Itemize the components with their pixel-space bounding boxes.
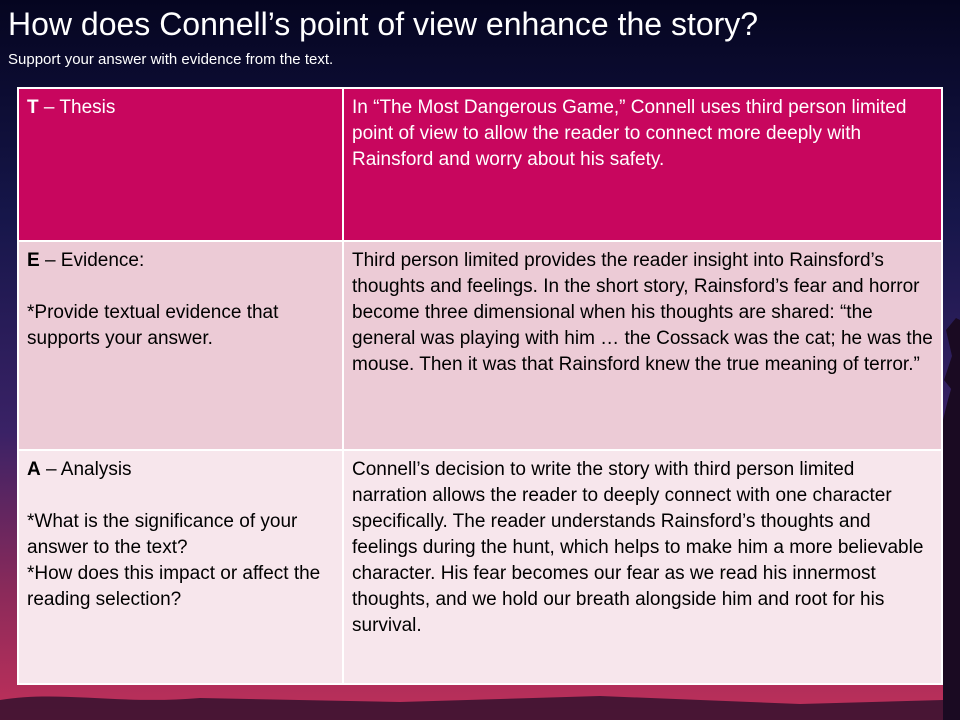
thesis-content: In “The Most Dangerous Game,” Connell uses third person limited point of view to allow the reader to connect more deeply with Rainsford and worry about his safety. xyxy=(352,97,907,170)
analysis-content: Connell’s decision to write the story with third person limited narration allows the reader to deeply connect with one character specifically. The reader understands Rainsford’s thoughts and feelings during the hunt, which helps to make him a more believable character. His fear becomes our fear as we read his innermost thoughts, and we hold our breath alongside him and root for his survival. xyxy=(352,459,924,636)
evidence-label-cell xyxy=(18,241,343,450)
analysis-label: – Analysis xyxy=(40,459,132,480)
thesis-label-cell xyxy=(18,88,343,241)
analysis-content-cell xyxy=(343,450,942,684)
analysis-label-cell xyxy=(18,450,343,684)
evidence-content-cell xyxy=(343,241,942,450)
evidence-label: – Evidence: xyxy=(39,250,145,271)
analysis-note-impact: *How does this impact or affect the reading selection? xyxy=(27,563,321,610)
analysis-letter: A xyxy=(27,459,41,480)
thesis-letter: T xyxy=(27,97,39,118)
ttea-table xyxy=(17,87,943,685)
analysis-note-significance: *What is the significance of your answer to the text? xyxy=(27,511,298,558)
thesis-content-cell xyxy=(343,88,942,241)
table-row-analysis xyxy=(18,450,942,684)
slide-subtitle: Support your answer with evidence from the text. xyxy=(8,51,334,68)
table-row-thesis xyxy=(18,88,942,241)
table-row-evidence xyxy=(18,241,942,450)
evidence-content: Third person limited provides the reader insight into Rainsford’s thoughts and feelings. In the short story, Rainsford’s fear and horror become three dimensional when his thoughts are shared: “the general was playing with him … the Cossack was the cat; he was the mouse. Then it was that Rainsford knew the true meaning of terror.” xyxy=(352,250,933,375)
slide-title: How does Connell’s point of view enhance the story? xyxy=(8,6,759,42)
thesis-label: – Thesis xyxy=(38,97,116,118)
evidence-note: *Provide textual evidence that supports your answer. xyxy=(27,302,279,349)
evidence-letter: E xyxy=(27,250,40,271)
